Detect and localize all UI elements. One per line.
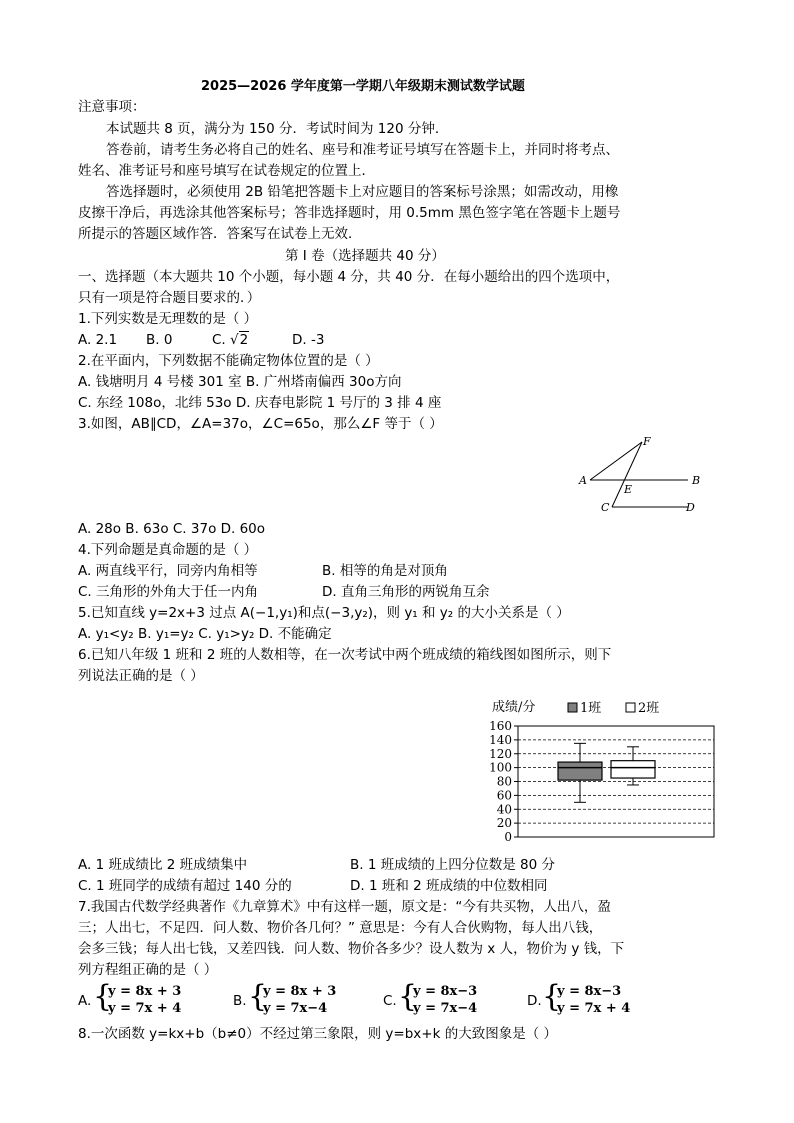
exam-title: 2025—2026 学年度第一学期八年级期末测试数学试题 [201, 79, 525, 94]
q6-stem-1: 6.已知八年级 1 班和 2 班的人数相等，在一次考试中两个班成绩的箱线图如图所示，则下 [78, 647, 612, 663]
q6-stem-2: 列说法正确的是（ ） [78, 668, 204, 684]
q6-option-c: C. 1 班同学的成绩有超过 140 分的 [78, 878, 292, 894]
q4-stem: 4.下列命题是真命题的是（ ） [78, 542, 258, 558]
legend-swatch-class2 [626, 703, 635, 712]
volume-heading: 第 Ⅰ 卷（选择题共 40 分） [285, 248, 445, 264]
q7-option-b-eq1: y = 8x + 3 [263, 984, 337, 999]
q4-option-c: C. 三角形的外角大于任一内角 [78, 584, 259, 600]
q6-option-a: A. 1 班成绩比 2 班成绩集中 [78, 857, 248, 873]
q7-option-a-label: A. [78, 993, 92, 1009]
y-tick-label: 20 [496, 816, 512, 831]
q7-option-a-eq1: y = 8x + 3 [108, 984, 182, 999]
q7-option-b-brace: { [248, 979, 268, 1014]
legend-swatch-class1 [568, 703, 577, 712]
q2-stem: 2.在平面内，下列数据不能确定物体位置的是（ ） [78, 353, 379, 369]
q7-line-4: 列方程组正确的是（ ） [78, 962, 218, 978]
q8-stem: 8.一次函数 y=kx+b（b≠0）不经过第三象限，则 y=bx+k 的大致图象是（ ） [78, 1026, 557, 1042]
notice-heading: 注意事项： [78, 99, 146, 115]
notice-line-3: 姓名、准考证号和座号填写在试卷规定的位置上． [78, 163, 375, 179]
q7-option-b-eq2: y = 7x−4 [263, 1001, 328, 1016]
q5-stem: 5.已知直线 y=2x+3 过点 A(−1,y₁)和点(−3,y₂)，则 y₁ 和 y₂ 的大小关系是（ ） [78, 605, 570, 621]
q7-option-d-eq2: y = 7x + 4 [557, 1001, 631, 1016]
notice-line-6: 所提示的答题区域作答．答案写在试卷上无效． [78, 226, 362, 242]
q7-option-d-eq1: y = 8x−3 [557, 984, 622, 999]
notice-line-5: 皮擦干净后，再选涂其他答案标号；答非选择题时，用 0.5mm 黑色签字笔在答题卡上题号 [78, 205, 621, 221]
q1-option-c-label: C. [212, 332, 226, 348]
q1-option-b: B. 0 [146, 332, 173, 348]
q7-line-2: 三；人出七，不足四．问人数、物价各几何？” 意思是：今有人合伙购物，每人出八钱， [78, 920, 603, 936]
label-a: A [579, 474, 587, 487]
y-tick-label: 120 [489, 746, 512, 761]
q1-radicand: 2 [239, 332, 249, 348]
section-heading-1: 一、选择题（本大题共 10 个小题，每小题 4 分，共 40 分．在每小题给出的四个选项中， [78, 269, 620, 285]
q4-option-d: D. 直角三角形的两锐角互余 [322, 584, 490, 600]
q7-option-d-label: D. [527, 993, 542, 1009]
notice-line-4: 答选择题时，必须使用 2B 铅笔把答题卡上对应题目的答案标号涂黑；如需改动，用橡 [106, 184, 619, 200]
q3-geometry-figure [570, 432, 710, 518]
q7-line-1: 7.我国古代数学经典著作《九章算术》中有这样一题，原文是：“今有共买物，人出八，盈 [78, 899, 611, 915]
q1-stem: 1.下列实数是无理数的是（ ） [78, 311, 258, 327]
label-e: E [624, 483, 633, 496]
y-tick-label: 60 [496, 788, 512, 803]
q7-option-a-eq2: y = 7x + 4 [108, 1001, 182, 1016]
q2-options-cd: C. 东经 108o，北纬 53o D. 庆春电影院 1 号厅的 3 排 4 座 [78, 395, 442, 411]
y-tick-label: 160 [489, 719, 512, 733]
notice-line-1: 本试题共 8 页，满分为 150 分．考试时间为 120 分钟． [106, 121, 449, 137]
y-tick-label: 80 [496, 774, 512, 789]
q2-options-ab: A. 钱塘明月 4 号楼 301 室 B. 广州塔南偏西 30o方向 [78, 374, 402, 390]
label-d: D [686, 501, 695, 514]
y-tick-label: 0 [504, 830, 512, 844]
y-tick-label: 40 [496, 802, 512, 817]
legend-label-class2: 2班 [638, 701, 660, 716]
q7-option-c-eq1: y = 8x−3 [413, 984, 478, 999]
label-b: B [692, 474, 701, 487]
q7-option-c-eq2: y = 7x−4 [413, 1001, 478, 1016]
box-class1-iqr [558, 762, 602, 780]
y-tick-label: 100 [489, 760, 512, 775]
q3-options: A. 28o B. 63o C. 37o D. 60o [78, 521, 266, 537]
q1-option-c [212, 331, 249, 349]
q6-option-b: B. 1 班成绩的上四分位数是 80 分 [350, 857, 555, 873]
q4-option-b: B. 相等的角是对顶角 [322, 563, 448, 579]
q3-stem: 3.如图，AB∥CD，∠A=37o，∠C=65o，那么∠F 等于（ ） [78, 416, 443, 432]
q5-options: A. y₁<y₂ B. y₁=y₂ C. y₁>y₂ D. 不能确定 [78, 626, 332, 642]
q7-option-d-brace: { [542, 979, 562, 1014]
label-f: F [643, 435, 651, 448]
q7-option-b-label: B. [233, 993, 247, 1009]
chart-ylabel: 成绩/分 [492, 700, 536, 715]
q6-option-d: D. 1 班和 2 班成绩的中位数相同 [350, 878, 548, 894]
q1-option-a: A. 2.1 [78, 332, 118, 348]
q7-line-3: 会多三钱；每人出七钱，又差四钱．问人数、物价各多少？设人数为 x 人，物价为 y 钱，下 [78, 941, 625, 957]
sqrt-symbol: √ [230, 332, 239, 348]
q7-option-c-brace: { [398, 979, 418, 1014]
q7-option-c-label: C. [383, 993, 397, 1009]
section-heading-2: 只有一项是符合题目要求的．） [78, 290, 261, 306]
q7-option-a-brace: { [93, 979, 113, 1014]
y-tick-label: 140 [489, 732, 512, 747]
notice-line-2: 答卷前，请考生务必将自己的姓名、座号和准考证号填写在答题卡上，并同时将考点、 [106, 142, 619, 158]
q1-option-d: D. -3 [292, 332, 325, 348]
boxplot-chart [488, 695, 718, 845]
label-c: C [601, 501, 610, 514]
line-cf [612, 442, 642, 507]
legend-label-class1: 1班 [580, 701, 602, 716]
box-class2-iqr [611, 761, 655, 778]
line-af [590, 442, 642, 480]
q4-option-a: A. 两直线平行，同旁内角相等 [78, 563, 258, 579]
